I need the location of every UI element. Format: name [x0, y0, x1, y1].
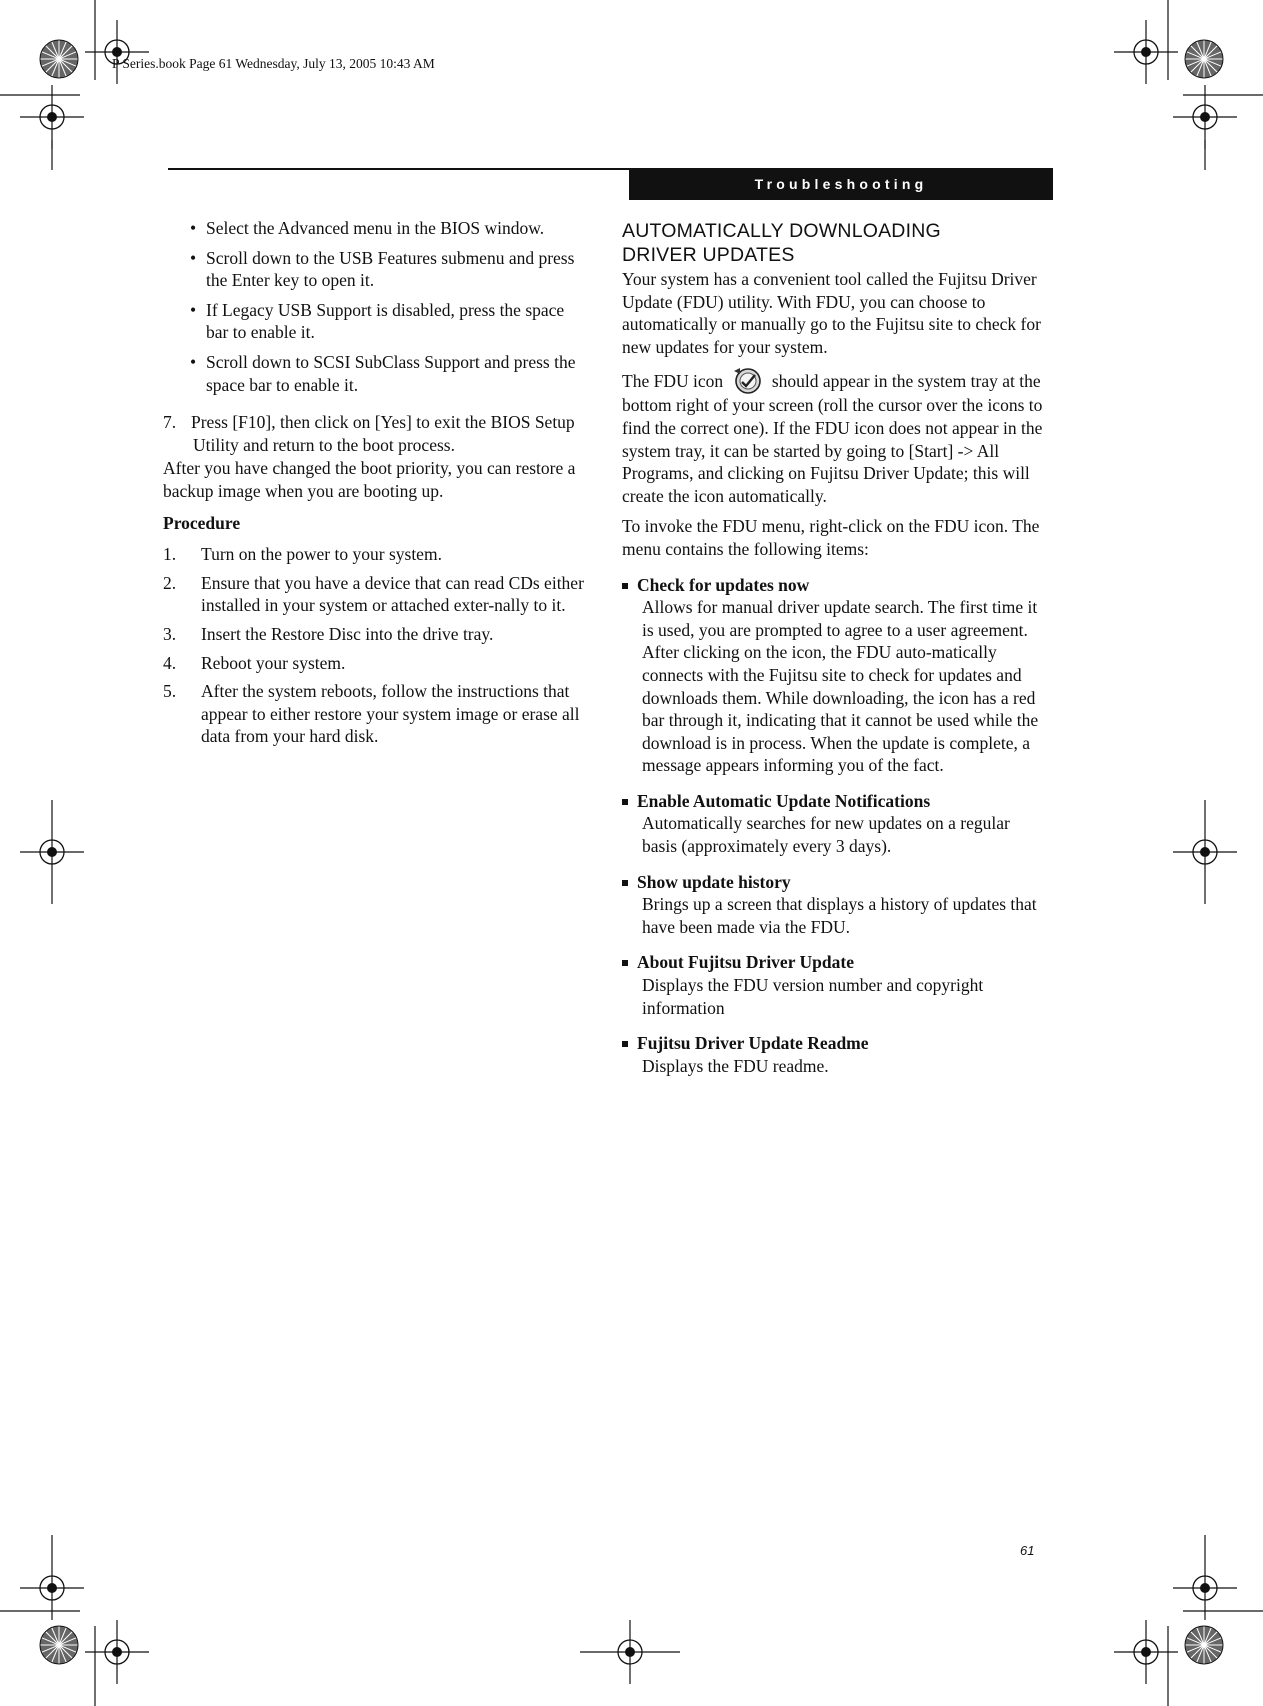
- menu-item-readme: Fujitsu Driver Update Readme Displays the FDU readme.: [622, 1032, 1047, 1077]
- page-number: 61: [1020, 1543, 1035, 1558]
- left-column: [163, 217, 588, 754]
- procedure-title: Procedure: [163, 512, 241, 533]
- bullet-item: • Scroll down to the USB Features submenu and press the Enter key to open it.: [190, 247, 575, 291]
- menu-item-update-history: Show update history Brings up a screen that displays a history of updates that have been made via the FDU.: [622, 871, 1047, 939]
- bullet-item: • If Legacy USB Support is disabled, press the space bar to enable it.: [190, 299, 565, 343]
- after-text: After you have changed the boot priority, you can restore a backup image when you are booting up.: [163, 458, 576, 501]
- bullet-item: • Select the Advanced menu in the BIOS window.: [190, 218, 545, 238]
- menu-item-auto-notifications: Enable Automatic Update Notifications Automatically searches for new updates on a regular basis (approximately every 3 days).: [622, 790, 1047, 858]
- intro-paragraph: Your system has a convenient tool called the Fujitsu Driver Update (FDU) utility. With FDU, you can choose to automatically or manually go to the Fujitsu site to check for new updates for your system.: [622, 269, 1041, 357]
- section-heading: AUTOMATICALLY DOWNLOADING DRIVER UPDATES: [622, 220, 941, 266]
- procedure-step: 2. Ensure that you have a device that can read CDs either installed in your system or attached exter-nally to it.: [163, 572, 584, 616]
- right-column: [622, 219, 1047, 1077]
- square-bullet-icon: [622, 799, 628, 805]
- bullet-item: • Scroll down to SCSI SubClass Support and press the space bar to enable it.: [190, 351, 576, 395]
- fdu-icon: [731, 366, 763, 394]
- square-bullet-icon: [622, 1041, 628, 1047]
- invoke-paragraph: To invoke the FDU menu, right-click on the FDU icon. The menu contains the following items:: [622, 516, 1040, 559]
- procedure-step: 4. Reboot your system.: [163, 652, 346, 673]
- square-bullet-icon: [622, 960, 628, 966]
- menu-item-about: About Fujitsu Driver Update Displays the FDU version number and copyright information: [622, 951, 1047, 1019]
- print-stamp: P Series.book Page 61 Wednesday, July 13, 2005 10:43 AM: [112, 56, 435, 71]
- section-header: Troubleshooting: [629, 168, 1053, 200]
- step-7: 7. Press [F10], then click on [Yes] to exit the BIOS Setup Utility and return to the boot process.: [163, 412, 575, 455]
- menu-item-check-updates: Check for updates now Allows for manual driver update search. The first time it is used, you are prompted to agree to a user agreement. After clicking on the icon, the FDU auto-matically connects with the Fujitsu site to check for updates and downloads them. While downloading, the icon has a red bar through it, indicating that it cannot be used while the download is in process. When the update is complete, a message appears informing you of the fact.: [622, 574, 1047, 777]
- icon-paragraph: The FDU icon should appear in the system tray at the bottom right of your screen (roll the cursor over the icons to find the correct one). If the FDU icon does not appear in the system tray, it can be started by going to [Start] -> All Programs, and clicking on Fujitsu Driver Update; this will create the icon automatically.: [622, 366, 1047, 507]
- square-bullet-icon: [622, 880, 628, 886]
- procedure-step: 3. Insert the Restore Disc into the drive tray.: [163, 623, 494, 644]
- procedure-step: 5. After the system reboots, follow the instructions that appear to either restore your system image or erase all data from your hard disk.: [163, 681, 580, 747]
- header-rule: [168, 168, 630, 170]
- procedure-step: 1. Turn on the power to your system.: [163, 544, 442, 565]
- square-bullet-icon: [622, 583, 628, 589]
